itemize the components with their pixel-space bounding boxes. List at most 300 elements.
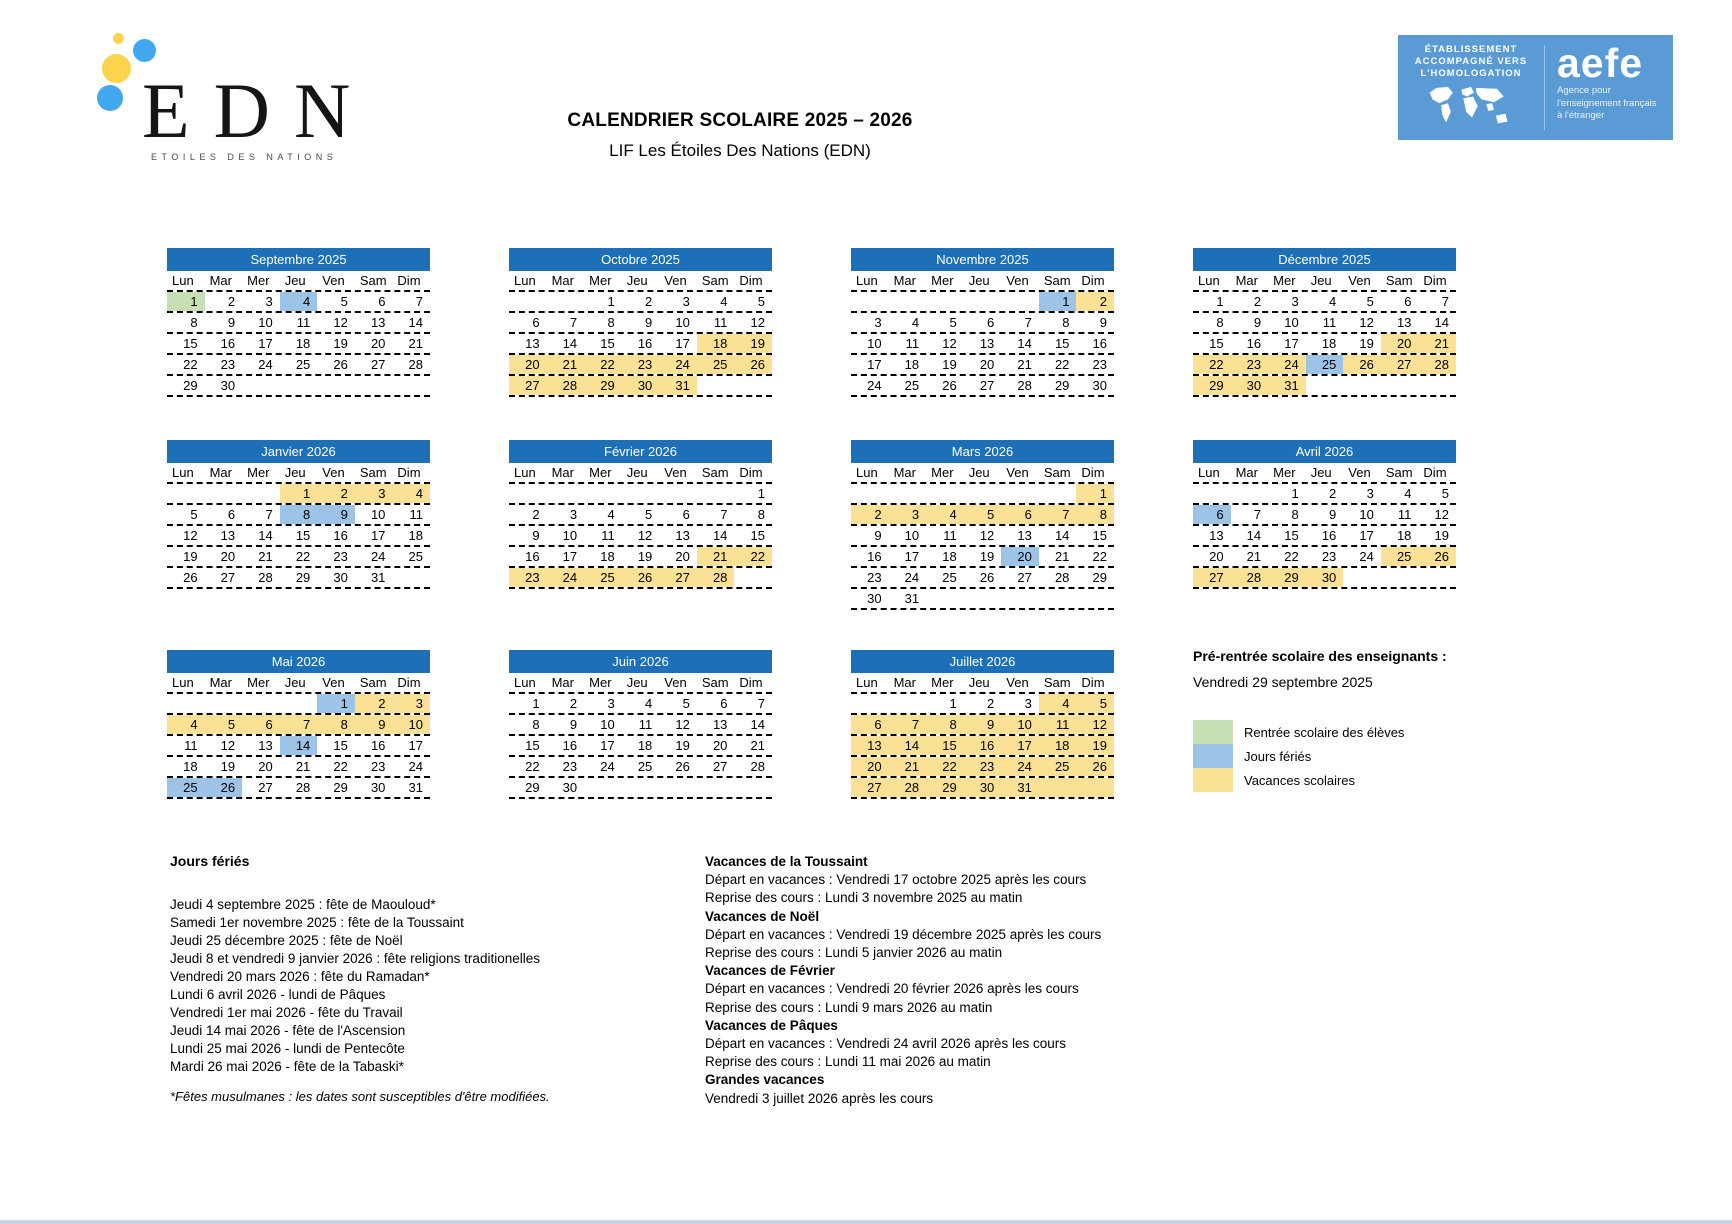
month-calendar bbox=[851, 650, 1114, 799]
week-row bbox=[509, 355, 772, 376]
day-cell: 22 bbox=[584, 355, 622, 374]
day-cell: 23 bbox=[1321, 549, 1337, 564]
day-cell bbox=[205, 694, 243, 713]
week-row bbox=[851, 484, 1114, 505]
day-cell: 20 bbox=[370, 336, 386, 351]
day-cell: 6 bbox=[851, 715, 889, 734]
weekday-label: Sam bbox=[1385, 465, 1413, 480]
day-cell: 2 bbox=[987, 696, 995, 711]
day-cell: 30 bbox=[220, 378, 236, 393]
weekday-label: Ven bbox=[1348, 465, 1371, 480]
day-cell bbox=[1418, 568, 1456, 587]
day-cell: 1 bbox=[167, 292, 205, 311]
day-cell: 28 bbox=[1017, 378, 1032, 393]
weekday-label: Lun bbox=[514, 675, 536, 690]
day-cell: 29 bbox=[333, 780, 348, 795]
week-row bbox=[167, 547, 430, 568]
day-cell: 21 bbox=[1054, 549, 1070, 564]
holiday-item: Jeudi 25 décembre 2025 : fête de Noël bbox=[170, 933, 403, 948]
day-cell bbox=[926, 292, 964, 311]
day-cell: 12 bbox=[979, 528, 995, 543]
month-calendar bbox=[509, 440, 772, 589]
weekday-label: Lun bbox=[514, 465, 536, 480]
day-cell bbox=[622, 484, 660, 503]
weekday-row bbox=[851, 271, 1114, 292]
day-cell: 3 bbox=[889, 505, 927, 524]
day-cell: 13 bbox=[370, 315, 386, 330]
weekday-label: Jeu bbox=[626, 675, 648, 690]
day-cell: 9 bbox=[227, 315, 236, 330]
day-cell: 22 bbox=[183, 357, 198, 372]
day-cell: 24 bbox=[867, 378, 882, 393]
weekday-row bbox=[167, 673, 430, 694]
day-cell: 17 bbox=[1001, 736, 1039, 755]
week-row bbox=[509, 757, 772, 778]
day-cell: 10 bbox=[1359, 507, 1374, 522]
month-calendar bbox=[509, 650, 772, 799]
weekday-label: Jeu bbox=[284, 675, 306, 690]
legend-swatch bbox=[1193, 768, 1233, 792]
day-cell: 4 bbox=[1329, 294, 1337, 309]
day-cell: 14 bbox=[562, 336, 578, 351]
day-cell: 2 bbox=[317, 484, 355, 503]
day-cell: 31 bbox=[904, 591, 920, 606]
day-cell: 11 bbox=[601, 528, 615, 543]
day-cell: 1 bbox=[1216, 294, 1224, 309]
day-cell: 8 bbox=[532, 717, 540, 732]
day-cell: 20 bbox=[675, 549, 690, 564]
month-calendar bbox=[851, 440, 1114, 610]
day-cell: 15 bbox=[183, 336, 198, 351]
day-cell: 3 bbox=[355, 484, 393, 503]
weekday-label: Dim bbox=[1081, 675, 1105, 690]
holiday-item: Jeudi 4 septembre 2025 : fête de Maouloud* bbox=[170, 897, 436, 912]
day-cell: 30 bbox=[333, 570, 348, 585]
week-row bbox=[851, 568, 1114, 589]
day-cell: 25 bbox=[295, 357, 311, 372]
day-cell: 14 bbox=[258, 528, 273, 543]
day-cell: 26 bbox=[734, 355, 772, 374]
aefe-badge-line: ÉTABLISSEMENT bbox=[1424, 44, 1518, 55]
weekday-label: Jeu bbox=[968, 273, 990, 288]
day-cell: 15 bbox=[1209, 336, 1224, 351]
weekday-label: Mer bbox=[931, 273, 954, 288]
weekday-label: Ven bbox=[322, 465, 345, 480]
weekday-label: Mar bbox=[551, 675, 574, 690]
day-cell: 9 bbox=[355, 715, 393, 734]
day-cell: 9 bbox=[317, 505, 355, 524]
day-cell: 3 bbox=[874, 315, 882, 330]
day-cell: 25 bbox=[584, 568, 622, 587]
vacation-line: Reprise des cours : Lundi 5 janvier 2026 au matin bbox=[705, 945, 1003, 961]
month-title: Décembre 2025 bbox=[1193, 248, 1456, 271]
legend-label: Vacances scolaires bbox=[1244, 772, 1356, 788]
day-cell: 17 bbox=[867, 357, 882, 372]
day-cell: 17 bbox=[1284, 336, 1299, 351]
day-cell: 23 bbox=[370, 759, 386, 774]
day-cell bbox=[1039, 778, 1077, 797]
day-cell: 20 bbox=[1209, 549, 1224, 564]
day-cell: 6 bbox=[720, 696, 728, 711]
day-cell bbox=[1039, 589, 1077, 608]
aefe-tagline-line: à l'étranger bbox=[1557, 110, 1605, 121]
day-cell: 8 bbox=[1216, 315, 1224, 330]
day-cell bbox=[547, 292, 585, 311]
day-cell: 9 bbox=[645, 315, 653, 330]
day-cell: 17 bbox=[1359, 528, 1374, 543]
day-cell: 8 bbox=[190, 315, 198, 330]
legend-swatch bbox=[1193, 720, 1233, 744]
weekday-label: Ven bbox=[1006, 273, 1029, 288]
vacation-title: Vacances de Février bbox=[705, 963, 835, 979]
day-cell bbox=[734, 778, 772, 797]
day-cell: 6 bbox=[987, 315, 995, 330]
holiday-item: Vendredi 20 mars 2026 : fête du Ramadan* bbox=[170, 969, 430, 984]
day-cell: 29 bbox=[295, 570, 311, 585]
day-cell: 23 bbox=[220, 357, 236, 372]
day-cell: 15 bbox=[1284, 528, 1299, 543]
day-cell bbox=[734, 568, 772, 587]
day-cell: 4 bbox=[392, 484, 430, 503]
edn-logo-dot-yellow-small bbox=[113, 33, 124, 44]
day-cell: 10 bbox=[675, 315, 690, 330]
weekday-label: Dim bbox=[739, 465, 763, 480]
day-cell: 14 bbox=[1434, 315, 1449, 330]
day-cell bbox=[1343, 376, 1381, 395]
weekday-label: Jeu bbox=[1310, 465, 1332, 480]
day-cell: 12 bbox=[637, 528, 653, 543]
day-cell: 8 bbox=[1062, 315, 1070, 330]
weekday-row bbox=[851, 673, 1114, 694]
day-cell: 22 bbox=[926, 757, 964, 776]
aefe-logo bbox=[1398, 35, 1673, 140]
weekday-label: Lun bbox=[856, 675, 878, 690]
world-map-icon bbox=[1423, 83, 1519, 133]
day-cell: 12 bbox=[1359, 315, 1374, 330]
weekday-label: Lun bbox=[172, 273, 194, 288]
day-cell: 4 bbox=[911, 315, 920, 330]
day-cell: 5 bbox=[340, 294, 348, 309]
weekday-label: Dim bbox=[739, 675, 763, 690]
day-cell: 28 bbox=[750, 759, 765, 774]
day-cell: 24 bbox=[904, 570, 920, 585]
weekday-label: Dim bbox=[397, 465, 421, 480]
day-cell: 25 bbox=[1039, 757, 1077, 776]
vacation-title: Grandes vacances bbox=[705, 1072, 825, 1088]
day-cell: 15 bbox=[525, 738, 540, 753]
day-cell bbox=[1039, 484, 1077, 503]
day-cell: 28 bbox=[697, 568, 735, 587]
day-cell: 21 bbox=[1246, 549, 1262, 564]
day-cell: 22 bbox=[1054, 357, 1070, 372]
day-cell: 19 bbox=[183, 549, 198, 564]
day-cell: 2 bbox=[569, 696, 578, 711]
day-cell: 10 bbox=[867, 336, 882, 351]
vacation-title: Vacances de Noël bbox=[705, 908, 820, 924]
month-calendar bbox=[509, 248, 772, 397]
month-title: Février 2026 bbox=[509, 440, 772, 463]
day-cell: 18 bbox=[637, 738, 653, 753]
week-row bbox=[851, 334, 1114, 355]
day-cell: 7 bbox=[1039, 505, 1077, 524]
weekday-label: Ven bbox=[322, 273, 345, 288]
day-cell: 18 bbox=[904, 357, 920, 372]
day-cell: 22 bbox=[295, 549, 311, 564]
day-cell: 29 bbox=[1054, 378, 1070, 393]
day-cell: 10 bbox=[258, 315, 273, 330]
day-cell: 18 bbox=[408, 528, 423, 543]
day-cell: 16 bbox=[525, 549, 540, 564]
day-cell: 12 bbox=[1434, 507, 1449, 522]
day-cell bbox=[1381, 376, 1419, 395]
day-cell: 18 bbox=[295, 336, 311, 351]
month-title: Mars 2026 bbox=[851, 440, 1114, 463]
week-row bbox=[509, 694, 772, 715]
weekday-label: Ven bbox=[1006, 465, 1029, 480]
aefe-brand-block bbox=[1545, 35, 1673, 140]
day-cell: 18 bbox=[600, 549, 615, 564]
day-cell: 4 bbox=[645, 696, 653, 711]
day-cell: 2 bbox=[1076, 292, 1114, 311]
weekday-label: Ven bbox=[664, 465, 687, 480]
day-cell: 27 bbox=[1017, 570, 1032, 585]
day-cell: 24 bbox=[547, 568, 585, 587]
day-cell: 26 bbox=[622, 568, 660, 587]
day-cell: 31 bbox=[408, 780, 423, 795]
day-cell: 13 bbox=[979, 336, 995, 351]
week-row bbox=[509, 292, 772, 313]
day-cell: 7 bbox=[280, 715, 318, 734]
day-cell: 23 bbox=[509, 568, 547, 587]
month-title: Mai 2026 bbox=[167, 650, 430, 673]
day-cell: 22 bbox=[333, 759, 348, 774]
weekday-row bbox=[1193, 271, 1456, 292]
day-cell: 5 bbox=[1076, 694, 1114, 713]
day-cell: 16 bbox=[562, 738, 578, 753]
day-cell: 16 bbox=[867, 549, 882, 564]
day-cell: 4 bbox=[1404, 486, 1412, 501]
day-cell: 27 bbox=[1193, 568, 1231, 587]
day-cell: 7 bbox=[569, 315, 578, 330]
day-cell bbox=[280, 694, 318, 713]
day-cell: 19 bbox=[942, 357, 957, 372]
week-row bbox=[167, 505, 430, 526]
weekday-label: Dim bbox=[397, 273, 421, 288]
week-row bbox=[167, 376, 430, 397]
weekday-label: Mar bbox=[893, 675, 916, 690]
pre-rentree-label: Pré-rentrée scolaire des enseignants : bbox=[1193, 648, 1447, 664]
vacation-line: Reprise des cours : Lundi 3 novembre 2025 au matin bbox=[705, 890, 1023, 906]
day-cell: 5 bbox=[682, 696, 690, 711]
day-cell: 18 bbox=[697, 334, 735, 353]
day-cell: 10 bbox=[1284, 315, 1299, 330]
weekday-label: Dim bbox=[1081, 465, 1105, 480]
day-cell: 22 bbox=[525, 759, 540, 774]
day-cell: 27 bbox=[712, 759, 728, 774]
day-cell: 27 bbox=[220, 570, 236, 585]
day-cell: 13 bbox=[1017, 528, 1032, 543]
day-cell: 5 bbox=[645, 507, 653, 522]
day-cell: 11 bbox=[943, 528, 957, 543]
day-cell bbox=[659, 484, 697, 503]
weekday-row bbox=[509, 271, 772, 292]
weekday-label: Sam bbox=[359, 465, 387, 480]
day-cell: 19 bbox=[637, 549, 653, 564]
holiday-item: Jeudi 14 mai 2026 - fête de l'Ascension bbox=[170, 1023, 406, 1038]
day-cell: 2 bbox=[851, 505, 889, 524]
weekday-label: Mer bbox=[247, 273, 270, 288]
vacation-line: Départ en vacances : Vendredi 17 octobre 2025 après les cours bbox=[705, 872, 1087, 888]
day-cell bbox=[547, 484, 585, 503]
day-cell: 14 bbox=[1054, 528, 1070, 543]
day-cell: 3 bbox=[569, 507, 578, 522]
day-cell: 1 bbox=[317, 694, 355, 713]
day-cell: 19 bbox=[1434, 528, 1449, 543]
day-cell: 16 bbox=[333, 528, 348, 543]
day-cell: 19 bbox=[979, 549, 995, 564]
day-cell: 14 bbox=[712, 528, 728, 543]
weekday-label: Dim bbox=[1081, 273, 1105, 288]
day-cell: 5 bbox=[757, 294, 765, 309]
day-cell: 3 bbox=[265, 294, 273, 309]
day-cell: 15 bbox=[1054, 336, 1070, 351]
day-cell: 3 bbox=[1366, 486, 1374, 501]
week-row bbox=[167, 736, 430, 757]
jours-feries-title: Jours fériés bbox=[170, 853, 250, 869]
day-cell: 1 bbox=[280, 484, 318, 503]
day-cell: 11 bbox=[905, 336, 920, 351]
weekday-label: Dim bbox=[1423, 273, 1447, 288]
day-cell: 21 bbox=[1418, 334, 1456, 353]
day-cell: 16 bbox=[1092, 336, 1107, 351]
weekday-label: Mar bbox=[209, 273, 232, 288]
day-cell: 21 bbox=[408, 336, 423, 351]
day-cell: 10 bbox=[600, 717, 615, 732]
weekday-label: Lun bbox=[1198, 465, 1220, 480]
day-cell bbox=[242, 694, 280, 713]
day-cell: 18 bbox=[942, 549, 957, 564]
day-cell: 20 bbox=[1381, 334, 1419, 353]
day-cell: 28 bbox=[258, 570, 273, 585]
week-row bbox=[509, 736, 772, 757]
day-cell bbox=[964, 589, 1002, 608]
day-cell: 11 bbox=[1039, 715, 1077, 734]
day-cell: 12 bbox=[942, 336, 957, 351]
weekday-label: Mar bbox=[1235, 465, 1258, 480]
day-cell: 23 bbox=[562, 759, 578, 774]
day-cell: 26 bbox=[205, 778, 243, 797]
day-cell: 22 bbox=[1092, 549, 1107, 564]
color-legend bbox=[1193, 720, 1404, 792]
day-cell: 14 bbox=[889, 736, 927, 755]
day-cell: 8 bbox=[280, 505, 318, 524]
weekday-label: Lun bbox=[856, 465, 878, 480]
day-cell bbox=[697, 484, 735, 503]
day-cell: 3 bbox=[682, 294, 690, 309]
vacation-line: Reprise des cours : Lundi 9 mars 2026 au matin bbox=[705, 999, 993, 1015]
week-row bbox=[167, 292, 430, 313]
page-subtitle: LIF Les Étoiles Des Nations (EDN) bbox=[609, 141, 871, 160]
day-cell: 11 bbox=[184, 738, 198, 753]
day-cell bbox=[167, 484, 205, 503]
day-cell: 11 bbox=[296, 315, 311, 330]
week-row bbox=[509, 526, 772, 547]
day-cell: 16 bbox=[1321, 528, 1337, 543]
day-cell: 18 bbox=[1321, 336, 1337, 351]
day-cell bbox=[851, 484, 889, 503]
day-cell: 20 bbox=[220, 549, 236, 564]
day-cell: 1 bbox=[757, 486, 765, 501]
day-cell: 12 bbox=[220, 738, 236, 753]
day-cell: 23 bbox=[1231, 355, 1269, 374]
day-cell: 28 bbox=[1231, 568, 1269, 587]
day-cell: 13 bbox=[1209, 528, 1224, 543]
page-title: CALENDRIER SCOLAIRE 2025 – 2026 bbox=[567, 110, 913, 131]
day-cell: 6 bbox=[1001, 505, 1039, 524]
day-cell: 1 bbox=[1291, 486, 1299, 501]
day-cell bbox=[889, 694, 927, 713]
weekday-label: Mar bbox=[893, 465, 916, 480]
week-row bbox=[851, 715, 1114, 736]
day-cell: 20 bbox=[712, 738, 728, 753]
day-cell: 10 bbox=[370, 507, 386, 522]
day-cell: 26 bbox=[333, 357, 348, 372]
day-cell: 12 bbox=[675, 717, 690, 732]
day-cell: 5 bbox=[190, 507, 198, 522]
day-cell: 15 bbox=[1092, 528, 1107, 543]
weekday-row bbox=[1193, 463, 1456, 484]
weekday-label: Mer bbox=[1273, 273, 1296, 288]
day-cell: 6 bbox=[227, 507, 236, 522]
weekday-label: Jeu bbox=[284, 465, 306, 480]
day-cell: 2 bbox=[355, 694, 393, 713]
weekday-label: Ven bbox=[664, 273, 687, 288]
day-cell: 26 bbox=[675, 759, 690, 774]
day-cell: 9 bbox=[569, 717, 578, 732]
day-cell bbox=[509, 292, 547, 311]
weekday-label: Mer bbox=[247, 675, 270, 690]
weekday-label: Jeu bbox=[626, 465, 648, 480]
day-cell: 7 bbox=[720, 507, 728, 522]
day-cell: 16 bbox=[964, 736, 1002, 755]
day-cell: 7 bbox=[757, 696, 765, 711]
legend-row bbox=[1193, 720, 1404, 744]
day-cell bbox=[926, 589, 964, 608]
day-cell: 18 bbox=[1396, 528, 1412, 543]
day-cell: 14 bbox=[1246, 528, 1262, 543]
week-row bbox=[167, 526, 430, 547]
week-row bbox=[1193, 355, 1456, 376]
edn-logo-dot-yellow-big bbox=[102, 54, 131, 83]
day-cell: 8 bbox=[757, 507, 765, 522]
day-cell: 9 bbox=[532, 528, 540, 543]
week-row bbox=[509, 715, 772, 736]
day-cell bbox=[697, 376, 735, 395]
weekday-label: Sam bbox=[1385, 273, 1413, 288]
day-cell: 17 bbox=[904, 549, 920, 564]
day-cell: 13 bbox=[220, 528, 236, 543]
day-cell: 28 bbox=[889, 778, 927, 797]
day-cell: 20 bbox=[1001, 547, 1039, 566]
day-cell bbox=[1076, 778, 1114, 797]
day-cell: 30 bbox=[1231, 376, 1269, 395]
week-row bbox=[509, 505, 772, 526]
week-row bbox=[1193, 313, 1456, 334]
day-cell bbox=[926, 484, 964, 503]
day-cell: 2 bbox=[645, 294, 653, 309]
weekday-label: Sam bbox=[1043, 465, 1071, 480]
day-cell: 6 bbox=[242, 715, 280, 734]
